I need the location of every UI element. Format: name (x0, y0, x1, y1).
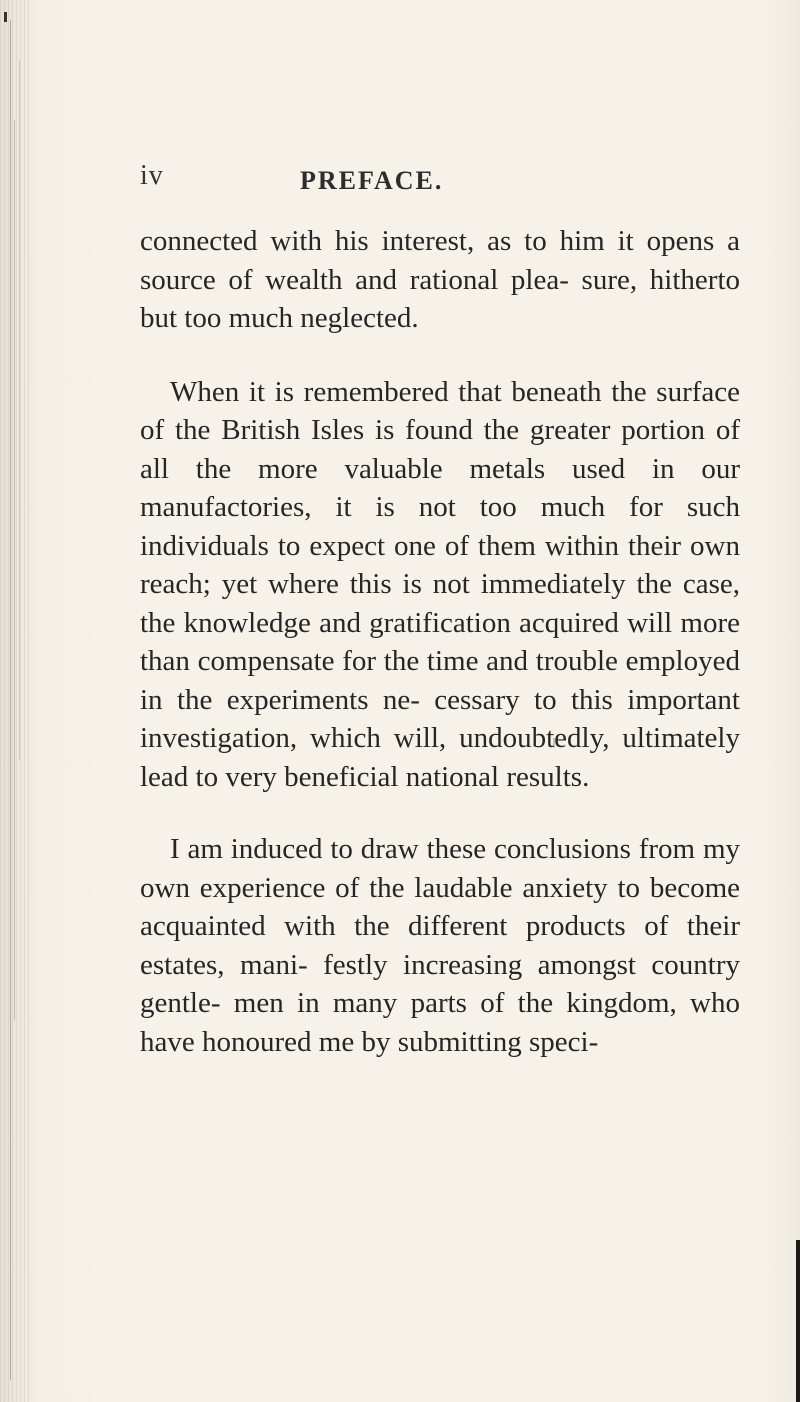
running-head: PREFACE. (300, 166, 444, 195)
body-text (140, 222, 740, 1061)
binding-gutter (0, 0, 30, 1402)
paragraph: When it is remembered that beneath the surface of the British Isles is found the greater portion of all the more valuable metals used in our manufactories, it is not too much for such individuals to expect one of them within their own reach; yet where this is not immediately the case, the knowledge and gratification acquired will more than compensate for the time and trouble employed in the experiments ne- cessary to this important investigation, which will, undoubtedly, ultimately lead to very beneficial national results. (140, 375, 740, 793)
print-speck (553, 738, 555, 748)
page-number: iv (140, 160, 164, 191)
gutter-line (14, 120, 15, 1020)
gutter-line (10, 20, 11, 1380)
page-edge-shadow (796, 1240, 800, 1402)
paragraph: connected with his interest, as to him it opens a source of wealth and rational plea- sure, hitherto but too much neglected. (140, 225, 740, 334)
page-header (0, 160, 800, 200)
corner-mark (4, 12, 7, 22)
paragraph: I am induced to draw these conclusions from my own experience of the laudable anxiety to become acquainted with the different products of their estates, mani- festly increasing amongst country gentle- men in many parts of the kingdom, who have honoured me by submitting speci- (140, 833, 740, 1058)
